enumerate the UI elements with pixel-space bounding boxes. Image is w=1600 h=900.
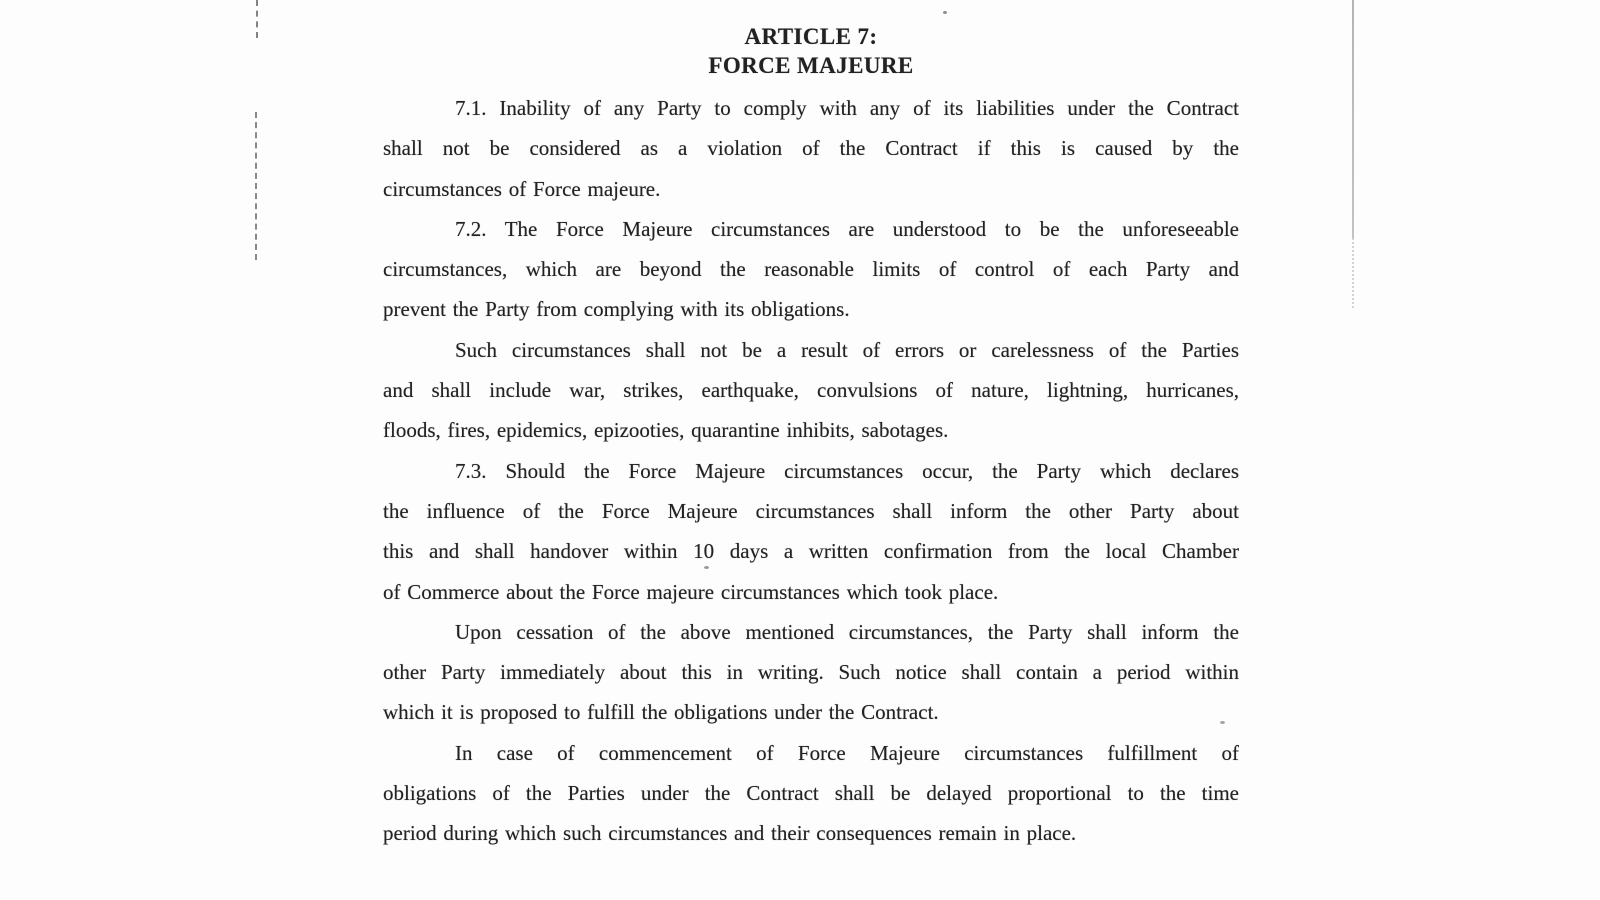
text-line: 7.1. Inability of any Party to comply with any of its liabilities under the Contract — [455, 96, 1239, 120]
text-line: 7.3. Should the Force Majeure circumstances occur, the Party which declares — [455, 458, 1239, 483]
text-line: of Commerce about the Force majeure circumstances which took place. — [383, 579, 999, 604]
text-line: which it is proposed to fulfill the obligations under the Contract. — [383, 700, 939, 725]
text-line: obligations of the Parties under the Contract shall be delayed proportional to the time — [383, 781, 1239, 806]
text-line: period during which such circumstances and their consequences remain in place. — [383, 821, 1077, 846]
text-line: circumstances, which are beyond the reasonable limits of control of each Party and — [383, 257, 1239, 282]
text-line: Upon cessation of the above mentioned circumstances, the Party shall inform the — [455, 619, 1239, 644]
text-line: shall not be considered as a violation of the Contract if this is caused by the — [383, 136, 1239, 161]
paragraph-7-1 — [383, 88, 1239, 209]
scan-artifact-speck — [943, 11, 947, 14]
text-line: floods, fires, epidemics, epizooties, quarantine inhibits, sabotages. — [383, 418, 949, 443]
article-heading-number: ARTICLE 7: — [744, 24, 878, 49]
text-line: this and shall handover within 10 days a written confirmation from the local Chamber — [383, 539, 1239, 564]
text-line: prevent the Party from complying with its obligations. — [383, 297, 850, 322]
text-line: the influence of the Force Majeure circumstances shall inform the other Party about — [383, 498, 1239, 523]
text-line: circumstances of Force majeure. — [383, 176, 661, 201]
text-line: other Party immediately about this in writing. Such notice shall contain a period within — [383, 660, 1239, 685]
text-line: In case of commencement of Force Majeure circumstances fulfillment of — [455, 740, 1239, 765]
paragraph-7-2 — [383, 209, 1239, 330]
article-heading-name: FORCE MAJEURE — [708, 53, 914, 78]
scan-artifact-right-edge-line-fade — [1352, 238, 1354, 308]
paragraph-7-2-continuation — [383, 330, 1239, 451]
paragraph-7-3-continuation-2 — [383, 733, 1239, 854]
text-line: Such circumstances shall not be a result of errors or carelessness of the Parties — [455, 337, 1239, 362]
article-heading — [383, 22, 1239, 80]
document-text-block — [383, 22, 1239, 854]
paragraph-7-3 — [383, 451, 1239, 612]
scan-artifact-left-dashed-line-mid — [255, 112, 257, 260]
paragraph-7-3-continuation-1 — [383, 612, 1239, 733]
article-body — [383, 88, 1239, 854]
text-line: and shall include war, strikes, earthquake, convulsions of nature, lightning, hurricanes, — [383, 378, 1239, 403]
text-line: 7.2. The Force Majeure circumstances are understood to be the unforeseeable — [455, 216, 1239, 241]
scan-artifact-right-edge-line — [1352, 0, 1354, 238]
scan-artifact-left-dashed-line-top — [256, 0, 258, 38]
